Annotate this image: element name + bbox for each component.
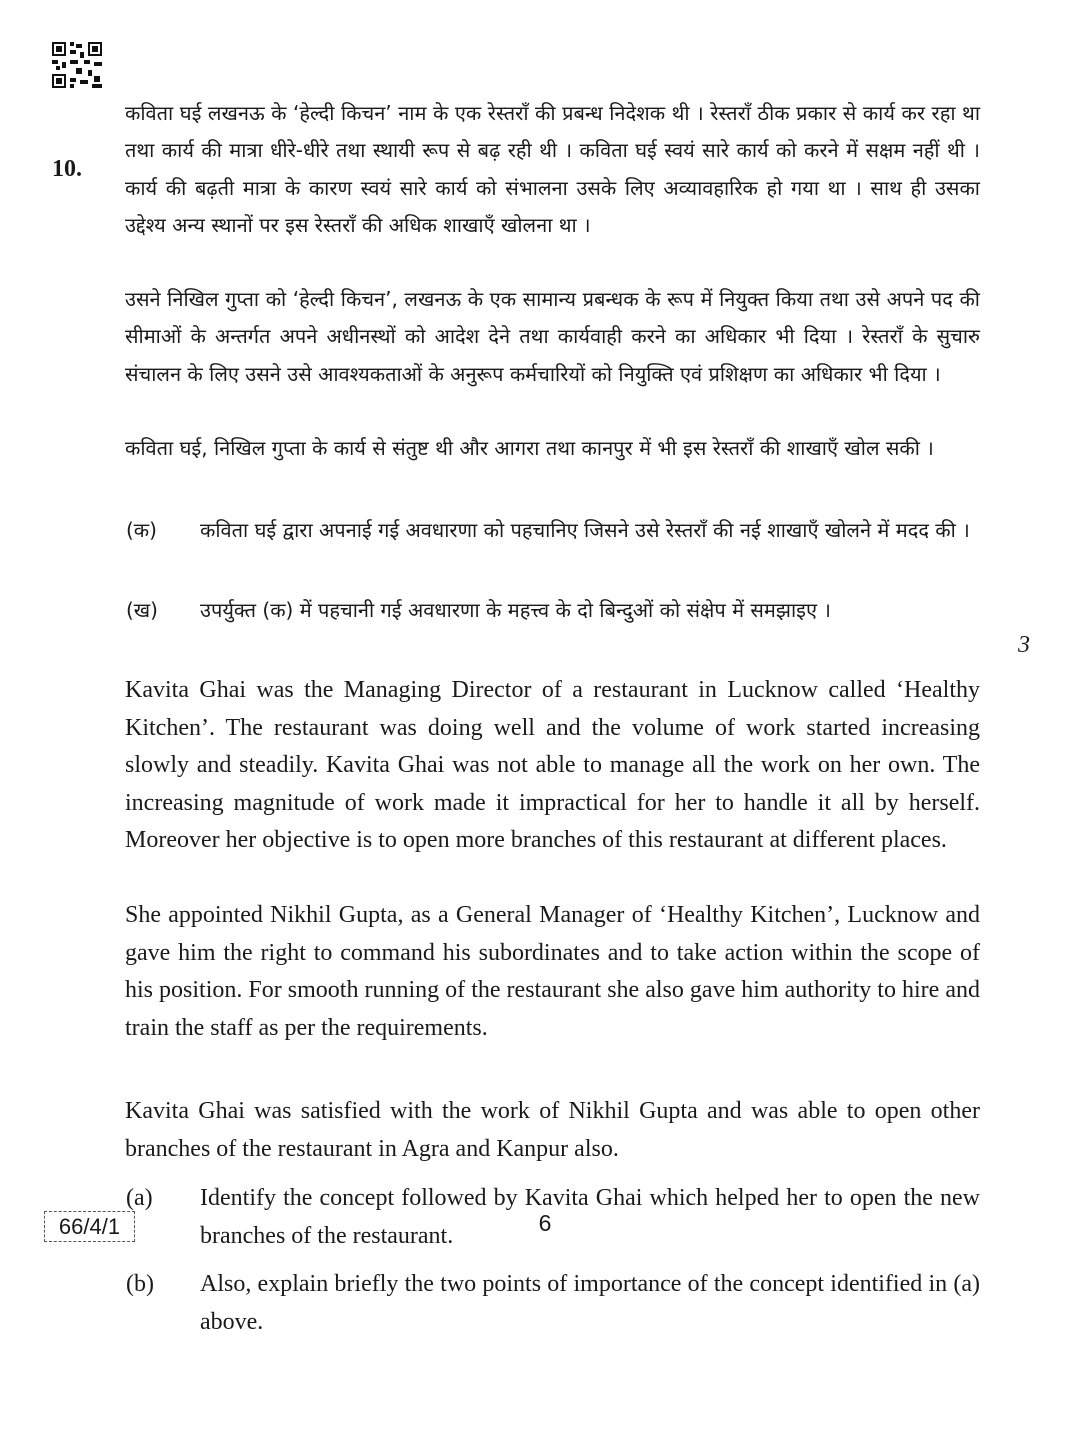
hindi-paragraph-1: कविता घई लखनऊ के ‘हेल्दी किचन’ नाम के एक रेस्तराँ की प्रबन्ध निदेशक थी । रेस्तराँ ठीक प्रकार से कार्य कर रहा था तथा कार्य की मात्रा धीरे-धीरे तथा स्थायी रूप से बढ़ रही थी । कविता घई स्वयं सारे कार्य को करने में सक्षम नहीं थी । कार्य की बढ़ती मात्रा के कारण स्वयं सारे कार्य को संभालना उसके लिए अव्यावहारिक हो गया था । साथ ही उसका उद्देश्य अन्य स्थानों पर इस रेस्तराँ की अधिक शाखाएँ खोलना था । <box>125 101 980 238</box>
hindi-paragraph-2: उसने निखिल गुप्ता को ‘हेल्दी किचन’, लखनऊ के एक सामान्य प्रबन्धक के रूप में नियुक्त किया तथा उसे अपने पद की सीमाओं के अन्तर्गत अपने अधीनस्थों को आदेश देने तथा कार्यवाही करने का अधिकार भी दिया । रेस्तराँ के सुचारु संचालन के लिए उसने उसे आवश्यकताओं के अनुरूप कर्मचारियों को नियुक्ति एवं प्रशिक्षण का अधिकार भी दिया । <box>125 287 980 386</box>
english-subquestion-a-label: (a) <box>126 1185 153 1211</box>
marks: 3 <box>1018 632 1030 658</box>
hindi-subquestion-a-text: कविता घई द्वारा अपनाई गई अवधारणा को पहचानिए जिसने उसे रेस्तराँ की नई शाखाएँ खोलने में मदद की । <box>200 518 970 542</box>
hindi-subquestion-a-label: (क) <box>126 518 157 542</box>
english-subquestion-b-text: Also, explain briefly the two points of importance of the concept identified in (a) above. <box>200 1271 980 1335</box>
qr-code <box>52 42 102 88</box>
page-number: 6 <box>538 1210 552 1236</box>
english-paragraph-1: Kavita Ghai was the Managing Director of a restaurant in Lucknow called ‘Healthy Kitchen’. The restaurant was doing well and the volume of work started increasing slowly and steadily. Kavita Ghai was not able to manage all the work on her own. The increasing magnitude of work made it impractical for her to handle it all by herself. Moreover her objective is to open more branches of this restaurant at different places. <box>125 677 980 853</box>
question-number: 10. <box>52 156 82 182</box>
hindi-paragraph-3: कविता घई, निखिल गुप्ता के कार्य से संतुष्ट थी और आगरा तथा कानपुर में भी इस रेस्तराँ की शाखाएँ खोल सकी । <box>125 436 934 460</box>
hindi-subquestion-b-label: (ख) <box>126 598 158 622</box>
english-subquestion-b-label: (b) <box>126 1271 154 1297</box>
english-subquestion-a-text: Identify the concept followed by Kavita Ghai which helped her to open the new branches of the restaurant. <box>200 1185 980 1249</box>
english-paragraph-3: Kavita Ghai was satisfied with the work of Nikhil Gupta and was able to open other branches of the restaurant in Agra and Kanpur also. <box>125 1098 980 1162</box>
hindi-subquestion-b-text: उपर्युक्त (क) में पहचानी गई अवधारणा के महत्त्व के दो बिन्दुओं को संक्षेप में समझाइए । <box>200 598 831 622</box>
english-paragraph-2: She appointed Nikhil Gupta, as a General Manager of ‘Healthy Kitchen’, Lucknow and gave him the right to command his subordinates and to take action within the scope of his position. For smooth running of the restaurant she also gave him authority to hire and train the staff as per the requirements. <box>125 902 980 1041</box>
paper-code: 66/4/1 <box>44 1211 135 1242</box>
